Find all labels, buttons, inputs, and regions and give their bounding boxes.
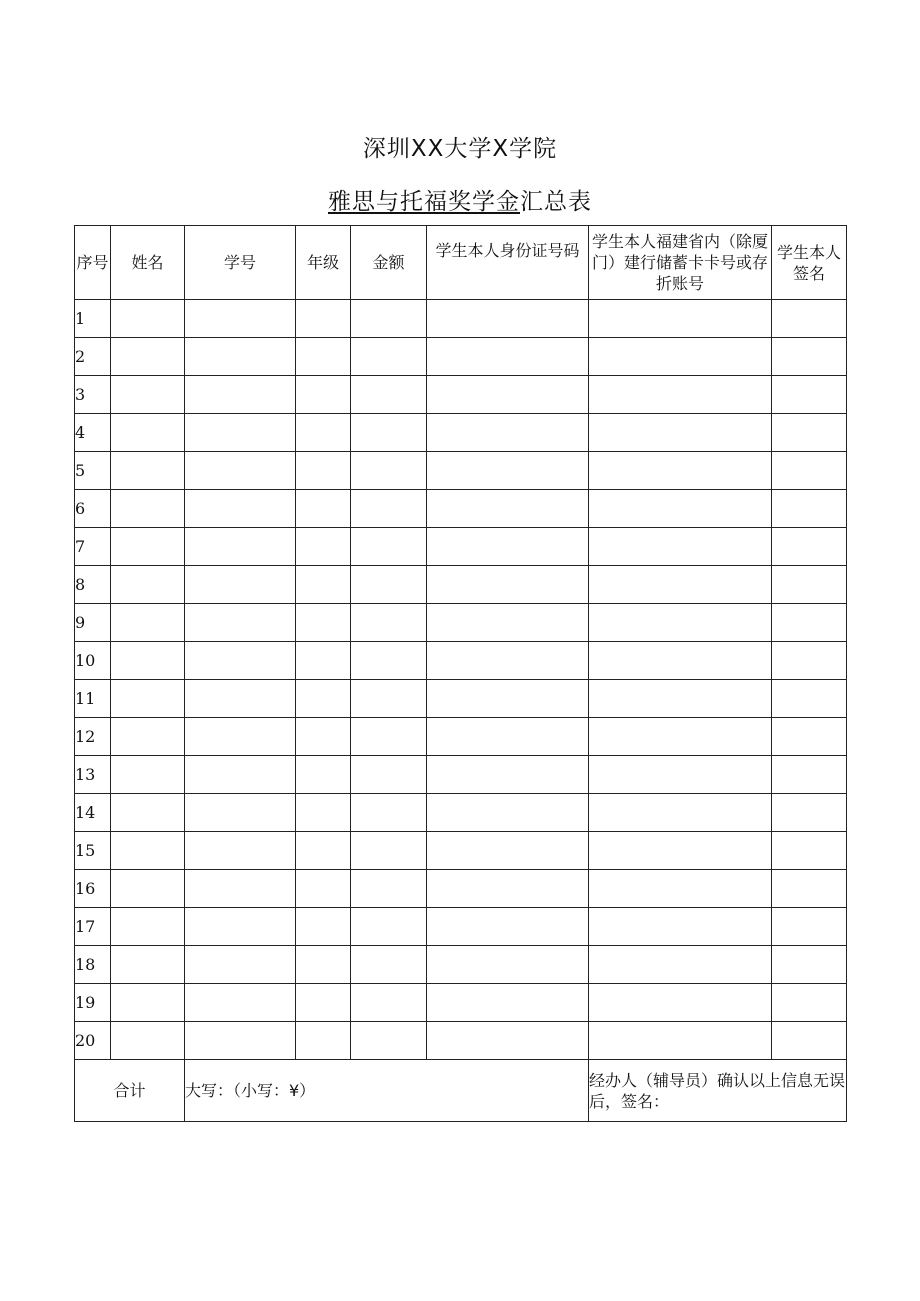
table-cell[interactable] [296,794,351,832]
table-cell[interactable] [185,908,296,946]
table-cell[interactable] [772,946,847,984]
table-cell[interactable] [296,718,351,756]
document-subtitle [0,183,920,216]
row-number: 18 [75,946,111,984]
table-cell[interactable] [589,452,772,490]
table-cell[interactable] [772,718,847,756]
table-cell[interactable] [427,756,589,794]
table-cell[interactable] [111,832,185,870]
table-cell[interactable] [772,794,847,832]
table-cell[interactable] [351,680,427,718]
table-cell[interactable] [111,642,185,680]
table-cell[interactable] [351,490,427,528]
table-cell[interactable] [589,566,772,604]
table-cell[interactable] [111,604,185,642]
row-number: 15 [75,832,111,870]
table-cell[interactable] [185,832,296,870]
table-cell[interactable] [589,832,772,870]
table-cell[interactable] [351,528,427,566]
table-cell[interactable] [111,680,185,718]
table-cell[interactable] [589,604,772,642]
table-cell[interactable] [351,870,427,908]
table-cell[interactable] [589,490,772,528]
table-cell[interactable] [185,490,296,528]
table-row [75,794,847,832]
table-cell[interactable] [351,794,427,832]
table-row [75,566,847,604]
table-cell[interactable] [185,338,296,376]
table-cell[interactable] [427,680,589,718]
table-cell[interactable] [185,680,296,718]
row-number: 1 [75,300,111,338]
row-number: 11 [75,680,111,718]
table-cell[interactable] [589,414,772,452]
table-cell[interactable] [427,604,589,642]
row-number: 3 [75,376,111,414]
table-row [75,604,847,642]
table-cell[interactable] [772,604,847,642]
table-cell[interactable] [351,946,427,984]
table-row [75,756,847,794]
table-cell[interactable] [111,528,185,566]
table-cell[interactable] [296,300,351,338]
table-cell[interactable] [427,566,589,604]
table-cell[interactable] [772,642,847,680]
table-cell[interactable] [296,756,351,794]
table-cell[interactable] [185,718,296,756]
table-cell[interactable] [185,1022,296,1060]
table-row [75,718,847,756]
table-cell[interactable] [111,300,185,338]
table-cell[interactable] [351,376,427,414]
table-cell[interactable] [427,1022,589,1060]
header-grade: 年级 [296,226,351,300]
subtitle-rest: 汇总表 [520,189,592,215]
table-cell[interactable] [185,642,296,680]
table-cell[interactable] [351,604,427,642]
table-cell[interactable] [111,718,185,756]
table-cell[interactable] [589,528,772,566]
table-cell[interactable] [427,414,589,452]
table-row [75,300,847,338]
table-cell[interactable] [351,1022,427,1060]
table-row [75,414,847,452]
table-cell[interactable] [185,946,296,984]
table-cell[interactable] [111,566,185,604]
table-cell[interactable] [185,604,296,642]
table-cell[interactable] [427,832,589,870]
table-cell[interactable] [772,528,847,566]
table-cell[interactable] [351,452,427,490]
table-cell[interactable] [589,870,772,908]
row-number: 6 [75,490,111,528]
table-cell[interactable] [772,338,847,376]
table-cell[interactable] [427,490,589,528]
table-row [75,490,847,528]
table-row [75,528,847,566]
table-cell[interactable] [427,946,589,984]
table-cell[interactable] [185,794,296,832]
row-number: 4 [75,414,111,452]
header-name: 姓名 [111,226,185,300]
row-number: 9 [75,604,111,642]
table-cell[interactable] [351,756,427,794]
row-number: 10 [75,642,111,680]
table-row [75,870,847,908]
table-cell[interactable] [296,490,351,528]
table-cell[interactable] [185,566,296,604]
table-cell[interactable] [427,794,589,832]
table-cell[interactable] [185,452,296,490]
header-id-card: 学生本人身份证号码 [427,226,589,300]
table-row [75,984,847,1022]
table-row [75,908,847,946]
total-row [75,1060,847,1122]
header-seq: 序号 [75,226,111,300]
row-number: 5 [75,452,111,490]
row-number: 19 [75,984,111,1022]
table-cell[interactable] [185,870,296,908]
table-cell[interactable] [772,756,847,794]
row-number: 7 [75,528,111,566]
table-cell[interactable] [296,946,351,984]
table-cell[interactable] [589,946,772,984]
table-row [75,338,847,376]
table-cell[interactable] [427,376,589,414]
table-cell[interactable] [296,338,351,376]
table-cell[interactable] [111,794,185,832]
row-number: 20 [75,1022,111,1060]
header-signature: 学生本人签名 [772,226,847,300]
table-cell[interactable] [296,984,351,1022]
table-cell[interactable] [185,414,296,452]
table-cell[interactable] [111,414,185,452]
table-cell[interactable] [772,376,847,414]
table-cell[interactable] [589,300,772,338]
table-cell[interactable] [589,680,772,718]
table-cell[interactable] [351,338,427,376]
table-cell[interactable] [427,984,589,1022]
table-cell[interactable] [589,756,772,794]
table-cell[interactable] [111,338,185,376]
row-number: 14 [75,794,111,832]
table-cell[interactable] [351,718,427,756]
table-cell[interactable] [589,1022,772,1060]
table-cell[interactable] [111,984,185,1022]
table-cell[interactable] [111,490,185,528]
table-cell[interactable] [351,984,427,1022]
table-cell[interactable] [351,908,427,946]
table-cell[interactable] [589,642,772,680]
table-cell[interactable] [185,528,296,566]
table-cell[interactable] [111,756,185,794]
table-row [75,376,847,414]
table-cell[interactable] [111,908,185,946]
total-amount-field[interactable]: 大写：（小写：¥） [185,1060,589,1122]
table-cell[interactable] [111,1022,185,1060]
row-number: 16 [75,870,111,908]
table-cell[interactable] [772,984,847,1022]
table-cell[interactable] [111,376,185,414]
header-bank-account: 学生本人福建省内（除厦门）建行储蓄卡卡号或存折账号 [589,226,772,300]
table-cell[interactable] [427,908,589,946]
table-cell[interactable] [589,338,772,376]
table-cell[interactable] [185,756,296,794]
table-cell[interactable] [589,984,772,1022]
row-number: 12 [75,718,111,756]
table-cell[interactable] [772,490,847,528]
table-cell[interactable] [427,528,589,566]
table-cell[interactable] [296,642,351,680]
table-cell[interactable] [296,908,351,946]
table-cell[interactable] [296,528,351,566]
table-cell[interactable] [772,566,847,604]
table-cell[interactable] [589,718,772,756]
table-cell[interactable] [772,832,847,870]
table-cell[interactable] [351,642,427,680]
row-number: 17 [75,908,111,946]
table-cell[interactable] [111,946,185,984]
table-cell[interactable] [427,718,589,756]
table-cell[interactable] [185,300,296,338]
table-cell[interactable] [772,414,847,452]
header-student-id: 学号 [185,226,296,300]
table-cell[interactable] [772,300,847,338]
table-cell[interactable] [111,870,185,908]
table-cell[interactable] [296,414,351,452]
row-number: 8 [75,566,111,604]
table-cell[interactable] [111,452,185,490]
table-cell[interactable] [427,642,589,680]
table-cell[interactable] [296,1022,351,1060]
table-cell[interactable] [351,832,427,870]
table-cell[interactable] [772,908,847,946]
table-cell[interactable] [427,870,589,908]
table-cell[interactable] [296,870,351,908]
table-row [75,946,847,984]
table-cell[interactable] [427,300,589,338]
document-title: 深圳XX大学X学院 [362,136,558,162]
table-cell[interactable] [772,870,847,908]
row-number: 2 [75,338,111,376]
table-cell[interactable] [589,908,772,946]
table-cell[interactable] [296,452,351,490]
total-label: 合计 [75,1060,185,1122]
header-amount: 金额 [351,226,427,300]
row-number: 13 [75,756,111,794]
subtitle-underlined: 雅思与托福奖学金 [328,189,520,215]
counselor-confirm-field[interactable]: 经办人（辅导员）确认以上信息无误后，签名： [589,1060,847,1122]
table-cell[interactable] [772,680,847,718]
table-cell[interactable] [296,680,351,718]
table-cell[interactable] [589,794,772,832]
table-cell[interactable] [296,566,351,604]
table-cell[interactable] [185,376,296,414]
table-cell[interactable] [351,414,427,452]
table-cell[interactable] [589,376,772,414]
table-row [75,680,847,718]
table-cell[interactable] [296,604,351,642]
scholarship-summary-table [74,225,847,1122]
table-row [75,1022,847,1060]
table-cell[interactable] [351,300,427,338]
table-cell[interactable] [427,338,589,376]
table-cell[interactable] [296,832,351,870]
table-row [75,832,847,870]
header-row [75,226,847,300]
table-cell[interactable] [772,1022,847,1060]
table-cell[interactable] [296,376,351,414]
table-row [75,452,847,490]
table-cell[interactable] [185,984,296,1022]
table-cell[interactable] [351,566,427,604]
table-row [75,642,847,680]
table-cell[interactable] [772,452,847,490]
table-cell[interactable] [427,452,589,490]
